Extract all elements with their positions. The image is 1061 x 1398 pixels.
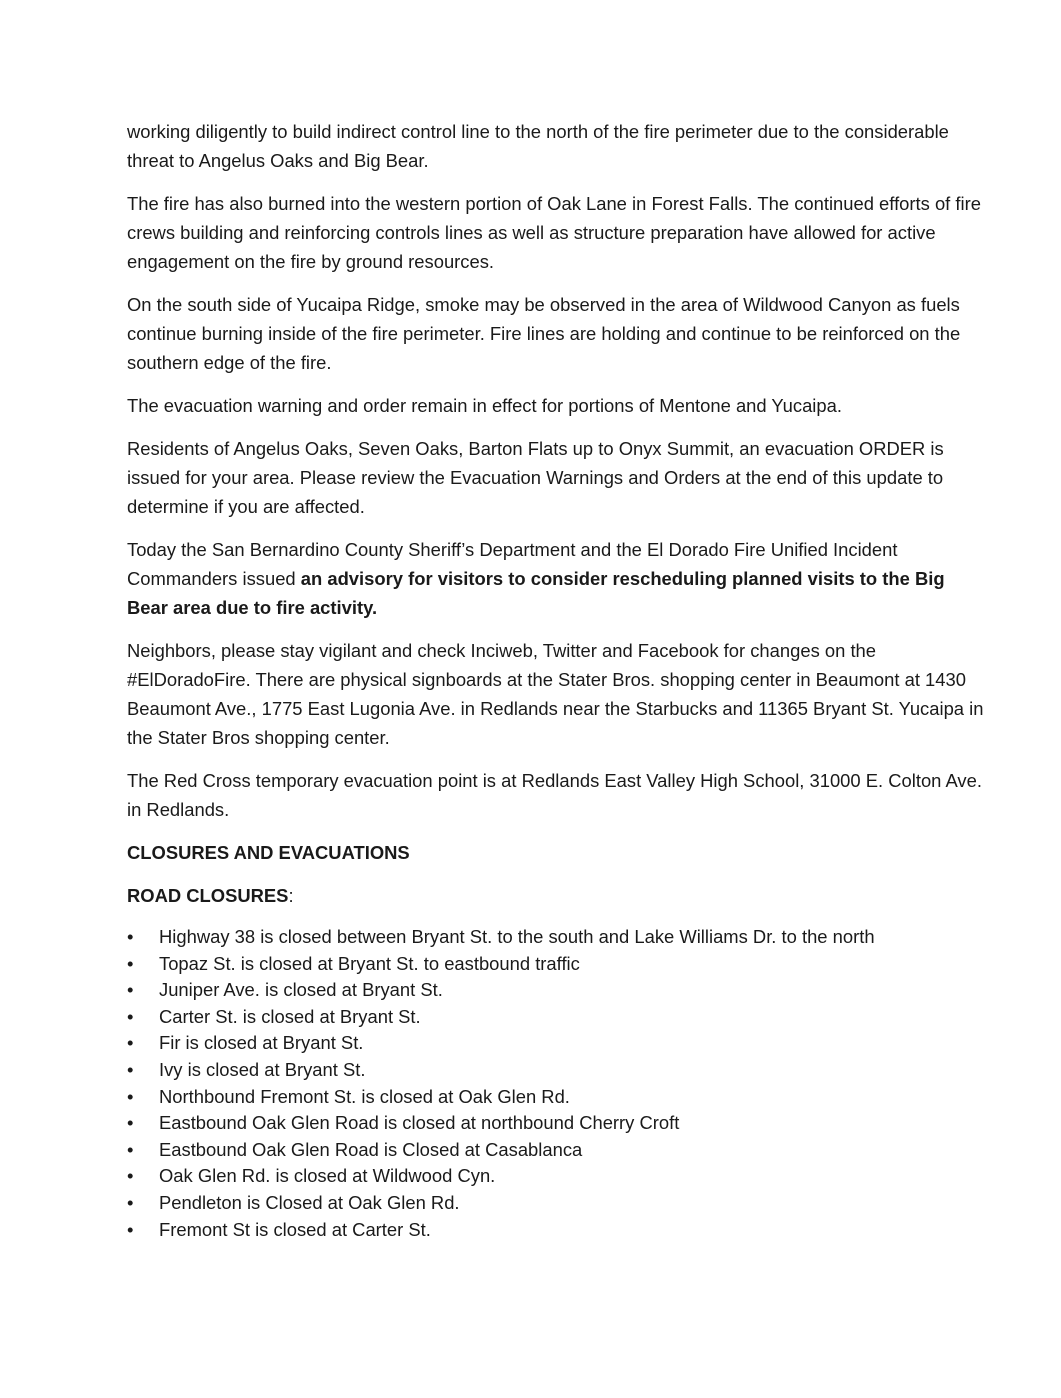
list-item-text: Ivy is closed at Bryant St. [159,1058,366,1080]
paragraph-evacuation-order: Residents of Angelus Oaks, Seven Oaks, Barton Flats up to Onyx Summit, an evacuation ORDER is issued for your area. Please review the Evacuation Warnings and Orders at the end of this update to determine if you are affected. [127,438,944,517]
list-item [127,1057,987,1084]
list-item [127,951,987,978]
section-heading: CLOSURES AND EVACUATIONS [127,842,410,863]
list-item-text: Juniper Ave. is closed at Bryant St. [159,979,443,1001]
list-item [127,1190,987,1217]
road-closures-list [127,924,987,1243]
list-item-text: Eastbound Oak Glen Road is Closed at Casablanca [159,1138,583,1160]
bullet: • [127,979,134,1001]
list-item-text: Northbound Fremont St. is closed at Oak Glen Rd. [159,1085,570,1107]
list-item-text: Oak Glen Rd. is closed at Wildwood Cyn. [159,1165,496,1187]
list-item [127,1030,987,1057]
list-item-text: Topaz St. is closed at Bryant St. to eastbound traffic [159,952,580,974]
bullet: • [127,1085,134,1107]
paragraph-signboards: Neighbors, please stay vigilant and check Inciweb, Twitter and Facebook for changes on the #ElDoradoFire. There are physical signboards at the Stater Bros. shopping center in Beaumont at 1430 Beaumont Ave., 1775 East Lugonia Ave. in Redlands near the Starbucks and 11365 Bryant St. Yucaipa in the Stater Bros shopping center. [127,640,984,748]
road-closures-heading-suffix: : [288,885,294,906]
list-item-text: Carter St. is closed at Bryant St. [159,1005,421,1027]
bullet: • [127,1058,134,1080]
list-item [127,1137,987,1164]
bullet: • [127,1032,134,1054]
list-item [127,1110,987,1137]
advisory-bold: an advisory for visitors to consider rescheduling planned visits to the Big Bear area due to fire activity. [127,568,945,618]
list-item-text: Highway 38 is closed between Bryant St. to the south and Lake Williams Dr. to the north [159,926,875,947]
road-closures-heading: ROAD CLOSURES [127,885,289,906]
bullet: • [127,952,134,974]
paragraph-control-line: working diligently to build indirect control line to the north of the fire perimeter due to the considerable threat to Angelus Oaks and Big Bear. [127,121,949,171]
paragraph-yucaipa-ridge: On the south side of Yucaipa Ridge, smoke may be observed in the area of Wildwood Canyon as fuels continue burning inside of the fire perimeter. Fire lines are holding and continue to be reinforced on the southern edge of the fire. [127,294,961,373]
list-item-text: Pendleton is Closed at Oak Glen Rd. [159,1191,460,1213]
paragraph-advisory [127,535,987,622]
list-item-text: Fremont St is closed at Carter St. [159,1218,431,1240]
bullet: • [127,1005,134,1027]
paragraph-evacuation-warning: The evacuation warning and order remain in effect for portions of Mentone and Yucaipa. [127,395,842,416]
bullet: • [127,926,134,947]
bullet: • [127,1138,134,1160]
list-item-text: Eastbound Oak Glen Road is closed at northbound Cherry Croft [159,1112,680,1134]
bullet: • [127,1218,134,1240]
list-item [127,924,987,951]
bullet: • [127,1191,134,1213]
road-closures-heading-line [127,881,987,910]
document-page [127,117,987,1243]
bullet: • [127,1112,134,1134]
list-item [127,977,987,1004]
paragraph-red-cross: The Red Cross temporary evacuation point is at Redlands East Valley High School, 31000 E. Colton Ave. in Redlands. [127,770,982,820]
bullet: • [127,1165,134,1187]
list-item-text: Fir is closed at Bryant St. [159,1032,364,1054]
list-item [127,1163,987,1190]
advisory-lead: Today the San Bernardino County Sheriff’s Department and the El Dorado Fire Unified Incident Commanders issued [127,539,898,589]
paragraph-oak-lane: The fire has also burned into the western portion of Oak Lane in Forest Falls. The continued efforts of fire crews building and reinforcing controls lines as well as structure preparation have allowed for active engagement on the fire by ground resources. [127,193,981,272]
list-item [127,1217,987,1244]
list-item [127,1004,987,1031]
list-item [127,1084,987,1111]
